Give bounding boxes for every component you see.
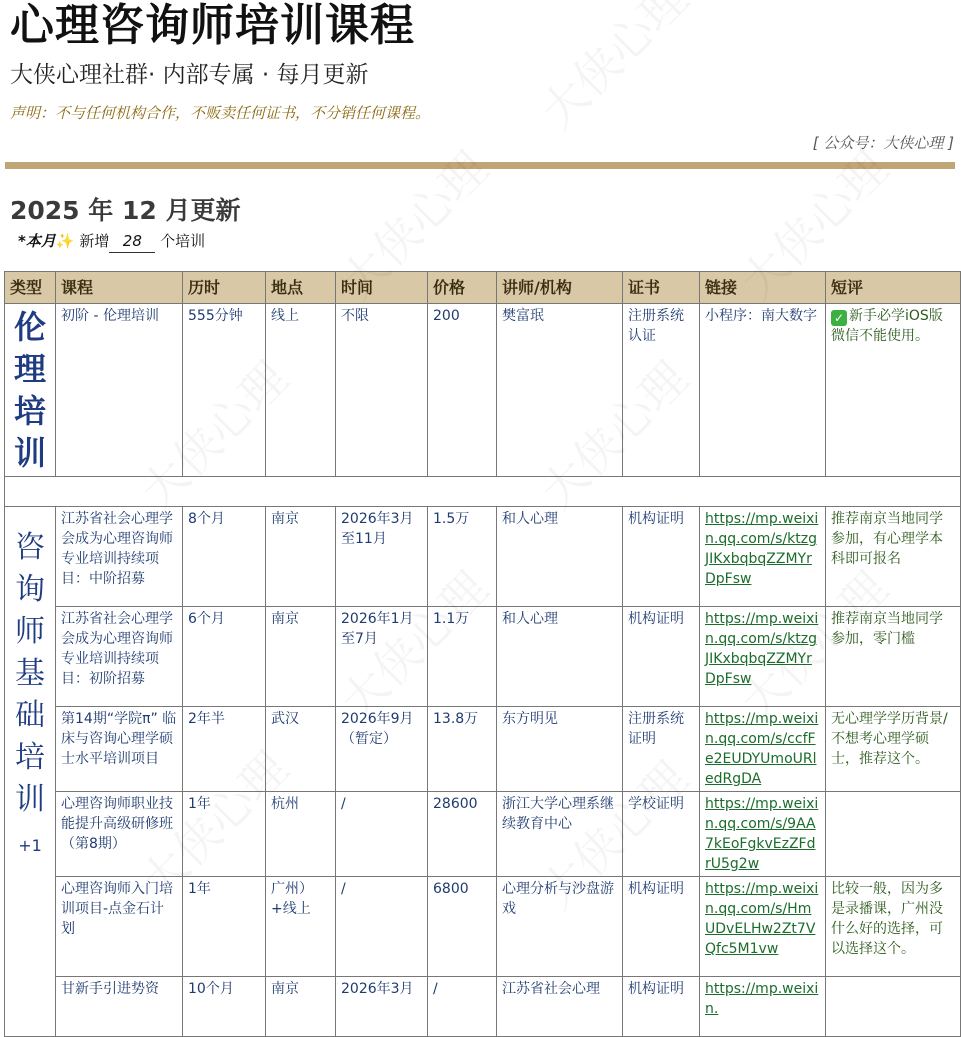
training-table bbox=[4, 271, 961, 1037]
update-heading: 2025 年 12 月更新 bbox=[10, 196, 241, 225]
cell-instructor: 心理分析与沙盘游戏 bbox=[497, 877, 623, 977]
cell-duration: 2年半 bbox=[183, 707, 266, 792]
category-basic-label: 咨询师基础培训 bbox=[15, 530, 45, 817]
check-icon: ✓ bbox=[831, 310, 847, 326]
added-prefix: 新增 bbox=[79, 232, 110, 250]
cell-review bbox=[826, 304, 961, 477]
cell-link[interactable]: https://mp.weixin.qq.com/s/ktzgJIKxbqbqZZMYrDpFsw bbox=[700, 607, 826, 707]
cell-review bbox=[826, 792, 961, 877]
col-time: 时间 bbox=[336, 272, 428, 304]
cell-duration: 1年 bbox=[183, 877, 266, 977]
cell-location: 南京 bbox=[266, 607, 336, 707]
cell-duration: 6个月 bbox=[183, 607, 266, 707]
cell-time: 不限 bbox=[336, 304, 428, 477]
added-suffix: 个培训 bbox=[160, 232, 206, 250]
update-summary bbox=[18, 230, 205, 253]
cell-course: 初阶 - 伦理培训 bbox=[56, 304, 183, 477]
public-account: [ 公众号：大侠心理 ] bbox=[812, 134, 954, 152]
cell-link: 小程序：南大数字 bbox=[700, 304, 826, 477]
col-certificate: 证书 bbox=[623, 272, 700, 304]
cell-location: 武汉 bbox=[266, 707, 336, 792]
col-price: 价格 bbox=[428, 272, 497, 304]
category-basic bbox=[5, 507, 56, 1037]
cell-time: / bbox=[336, 877, 428, 977]
col-location: 地点 bbox=[266, 272, 336, 304]
table-row bbox=[5, 792, 961, 877]
cell-review: 推荐南京当地同学参加，零门槛 bbox=[826, 607, 961, 707]
table-row bbox=[5, 977, 961, 1037]
cell-time: 2026年3月 bbox=[336, 977, 428, 1037]
cell-review: 比较一般，因为多是录播课，广州没什么好的选择，可以选择这个。 bbox=[826, 877, 961, 977]
cell-price: 13.8万 bbox=[428, 707, 497, 792]
col-duration: 历时 bbox=[183, 272, 266, 304]
review-text: 新手必学iOS版微信不能使用。 bbox=[831, 308, 943, 344]
cell-location: 广州）+线上 bbox=[266, 877, 336, 977]
cell-instructor: 和人心理 bbox=[497, 607, 623, 707]
cell-review bbox=[826, 977, 961, 1037]
disclaimer: 声明：不与任何机构合作，不贩卖任何证书，不分销任何课程。 bbox=[10, 104, 431, 122]
cell-link[interactable]: https://mp.weixin.qq.com/s/ktzgJIKxbqbqZZMYrDpFsw bbox=[700, 507, 826, 607]
cell-instructor: 东方明见 bbox=[497, 707, 623, 792]
watermark bbox=[524, 0, 701, 141]
cell-price: 28600 bbox=[428, 792, 497, 877]
cell-certificate: 注册系统证明 bbox=[623, 707, 700, 792]
cell-price: 6800 bbox=[428, 877, 497, 977]
table-header-row bbox=[5, 272, 961, 304]
page-title: 心理咨询师培训课程 bbox=[10, 0, 415, 51]
col-course: 课程 bbox=[56, 272, 183, 304]
col-review: 短评 bbox=[826, 272, 961, 304]
cell-course: 江苏省社会心理学会成为心理咨询师专业培训持续项目：初阶招募 bbox=[56, 607, 183, 707]
cell-instructor: 樊富珉 bbox=[497, 304, 623, 477]
cell-course: 心理咨询师职业技能提升高级研修班（第8期） bbox=[56, 792, 183, 877]
added-count: 28 bbox=[109, 230, 155, 253]
table-row bbox=[5, 507, 961, 607]
page-subtitle: 大侠心理社群· 内部专属 · 每月更新 bbox=[10, 62, 369, 88]
cell-location: 杭州 bbox=[266, 792, 336, 877]
cell-certificate: 机构证明 bbox=[623, 977, 700, 1037]
cell-price: 200 bbox=[428, 304, 497, 477]
cell-time: 2026年3月至11月 bbox=[336, 507, 428, 607]
cell-price: / bbox=[428, 977, 497, 1037]
cell-location: 南京 bbox=[266, 977, 336, 1037]
cell-course: 心理咨询师入门培训项目-点金石计划 bbox=[56, 877, 183, 977]
cell-course: 甘新手引进势资 bbox=[56, 977, 183, 1037]
cell-price: 1.5万 bbox=[428, 507, 497, 607]
cell-review: 无心理学学历背景/不想考心理学硕士，推荐这个。 bbox=[826, 707, 961, 792]
cell-time: 2026年1月至7月 bbox=[336, 607, 428, 707]
divider bbox=[5, 162, 955, 169]
cell-course: 第14期“学院π” 临床与咨询心理学硕士水平培训项目 bbox=[56, 707, 183, 792]
col-type: 类型 bbox=[5, 272, 56, 304]
cell-duration: 1年 bbox=[183, 792, 266, 877]
table-row bbox=[5, 707, 961, 792]
cell-instructor: 江苏省社会心理 bbox=[497, 977, 623, 1037]
cell-certificate: 学校证明 bbox=[623, 792, 700, 877]
col-link: 链接 bbox=[700, 272, 826, 304]
cell-price: 1.1万 bbox=[428, 607, 497, 707]
cell-certificate: 机构证明 bbox=[623, 877, 700, 977]
cell-link[interactable]: https://mp.weixin.qq.com/s/ccfFe2EUDYUmoURledRgDA bbox=[700, 707, 826, 792]
cell-instructor: 和人心理 bbox=[497, 507, 623, 607]
sparkle-icon: ✨ bbox=[55, 232, 75, 250]
cell-review: 推荐南京当地同学参加，有心理学本科即可报名 bbox=[826, 507, 961, 607]
cell-duration: 10个月 bbox=[183, 977, 266, 1037]
col-instructor: 讲师/机构 bbox=[497, 272, 623, 304]
cell-certificate: 机构证明 bbox=[623, 507, 700, 607]
cell-certificate: 机构证明 bbox=[623, 607, 700, 707]
cell-link[interactable]: https://mp.weixin. bbox=[700, 977, 826, 1037]
cell-time: / bbox=[336, 792, 428, 877]
table-row bbox=[5, 607, 961, 707]
cell-time: 2026年9月（暂定） bbox=[336, 707, 428, 792]
category-ethics: 伦理培训 bbox=[5, 304, 56, 477]
cell-duration: 8个月 bbox=[183, 507, 266, 607]
cell-certificate: 注册系统认证 bbox=[623, 304, 700, 477]
cell-link[interactable]: https://mp.weixin.qq.com/s/HmUDvELHw2Zt7VQfc5M1vw bbox=[700, 877, 826, 977]
table-row bbox=[5, 877, 961, 977]
cell-location: 南京 bbox=[266, 507, 336, 607]
cell-instructor: 浙江大学心理系继续教育中心 bbox=[497, 792, 623, 877]
cell-link[interactable]: https://mp.weixin.qq.com/s/9AA7kEoFgkvEzZFdrU5g2w bbox=[700, 792, 826, 877]
this-month-label: *本月 bbox=[18, 232, 56, 250]
table-row bbox=[5, 304, 961, 477]
spacer-row bbox=[5, 477, 961, 507]
cell-duration: 555分钟 bbox=[183, 304, 266, 477]
cell-course: 江苏省社会心理学会成为心理咨询师专业培训持续项目：中阶招募 bbox=[56, 507, 183, 607]
cell-location: 线上 bbox=[266, 304, 336, 477]
category-basic-extra: +1 bbox=[18, 836, 42, 855]
